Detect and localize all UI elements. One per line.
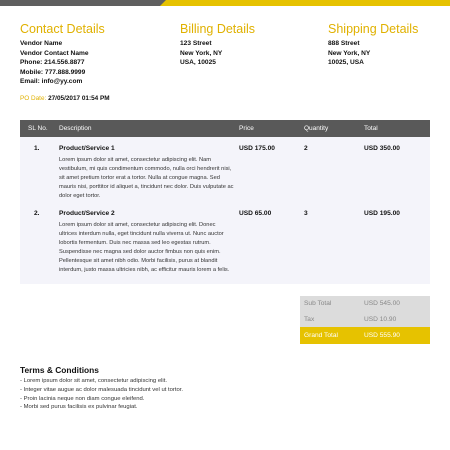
subtotal-label: Sub Total xyxy=(304,300,332,307)
contact-details xyxy=(20,22,170,87)
billing-line: USA, 10025 xyxy=(180,59,216,67)
terms-and-conditions xyxy=(20,365,320,412)
terms-title: Terms & Conditions xyxy=(20,365,99,375)
terms-item: - Proin lacinia neque non diam congue eleifend. xyxy=(20,395,145,402)
vendor-name: Vendor Name xyxy=(20,40,63,47)
po-date-label: PO Date: xyxy=(20,95,47,102)
row-quantity: 2 xyxy=(304,145,308,152)
grand-total-value: USD 555.90 xyxy=(364,332,400,339)
row-description: Lorem ipsum dolor sit amet, consectetur adipiscing elit. Nam vestibulum, mi quis condimentum commodo, nulla orci hendrerit nisi, sit amet pretium tortor erat a tortor. Nulla at congue magna. Sed mauris nisi, porttitor id aliquet a, tincidunt nec dolor. Duis vulputate ac dolor eget tortor. xyxy=(59,157,234,199)
tax-value: USD 10.90 xyxy=(364,315,397,323)
vendor-mobile: Mobile: 777.888.9999 xyxy=(20,68,86,76)
row-number: 2. xyxy=(34,210,40,217)
items-table-header xyxy=(20,120,430,137)
po-date xyxy=(20,95,110,102)
tax-row xyxy=(300,312,430,328)
terms-item: - Integer vitae augue ac dolor malesuada tincidunt vel ut tortor. xyxy=(20,386,184,393)
shipping-title: Shipping Details xyxy=(328,22,419,36)
top-accent-bar xyxy=(0,0,450,6)
table-row xyxy=(20,137,430,202)
vendor-email: Email: info@yy.com xyxy=(20,78,83,86)
row-price: USD 175.00 xyxy=(239,145,275,152)
grand-total-label: Grand Total xyxy=(304,332,338,339)
top-bar-yellow xyxy=(160,0,450,6)
subtotal-value: USD 545.00 xyxy=(364,300,400,307)
contact-title: Contact Details xyxy=(20,22,105,36)
vendor-contact-name: Vendor Contact Name xyxy=(20,49,89,57)
header-description: Description xyxy=(59,125,92,132)
shipping-line: New York, NY xyxy=(328,49,371,57)
row-price: USD 65.00 xyxy=(239,210,272,217)
table-row xyxy=(20,202,430,284)
po-date-value: 27/05/2017 01:54 PM xyxy=(48,95,110,102)
row-number: 1. xyxy=(34,145,40,152)
row-description: Lorem ipsum dolor sit amet, consectetur adipiscing elit. Donec ultrices interdum nulla, eget tincidunt nulla viverra ut. Nunc auctor lobortis fermentum. Duis nec massa sed leo egestas rutrum. Suspendisse nec magna sed dolor auctor fimbus non quis enim. Pellentesque sit amet nibh odio. Morbi facilisis, purus at blandit interdum, justo massa ultricies nibh, ac efficitur mauris lorem a felis. xyxy=(59,222,230,273)
shipping-details xyxy=(328,22,448,68)
header-quantity: Quantity xyxy=(304,125,329,132)
row-quantity: 3 xyxy=(304,210,308,217)
terms-item: - Lorem ipsum dolor sit amet, consectetur adipiscing elit. xyxy=(20,378,168,384)
terms-list xyxy=(20,377,320,412)
shipping-line: 10025, USA xyxy=(328,59,364,67)
billing-details xyxy=(180,22,320,68)
billing-line: 123 Street xyxy=(180,40,212,47)
tax-label: Tax xyxy=(304,315,315,323)
header-total: Total xyxy=(364,125,378,132)
row-total: USD 350.00 xyxy=(364,145,400,152)
grand-total-row xyxy=(300,327,430,344)
row-total: USD 195.00 xyxy=(364,210,400,217)
shipping-line: 888 Street xyxy=(328,40,360,47)
header-sl-no: SL No. xyxy=(28,125,48,132)
billing-line: New York, NY xyxy=(180,49,223,57)
subtotal-row xyxy=(300,296,430,312)
row-product-name: Product/Service 1 xyxy=(59,145,115,152)
billing-title: Billing Details xyxy=(180,22,256,36)
header-price: Price xyxy=(239,125,254,132)
terms-item: - Morbi sed purus facilisis ex pulvinar feugiat. xyxy=(20,404,138,411)
vendor-phone: Phone: 214.556.8877 xyxy=(20,59,85,67)
totals-summary xyxy=(300,296,430,344)
row-product-name: Product/Service 2 xyxy=(59,210,115,217)
